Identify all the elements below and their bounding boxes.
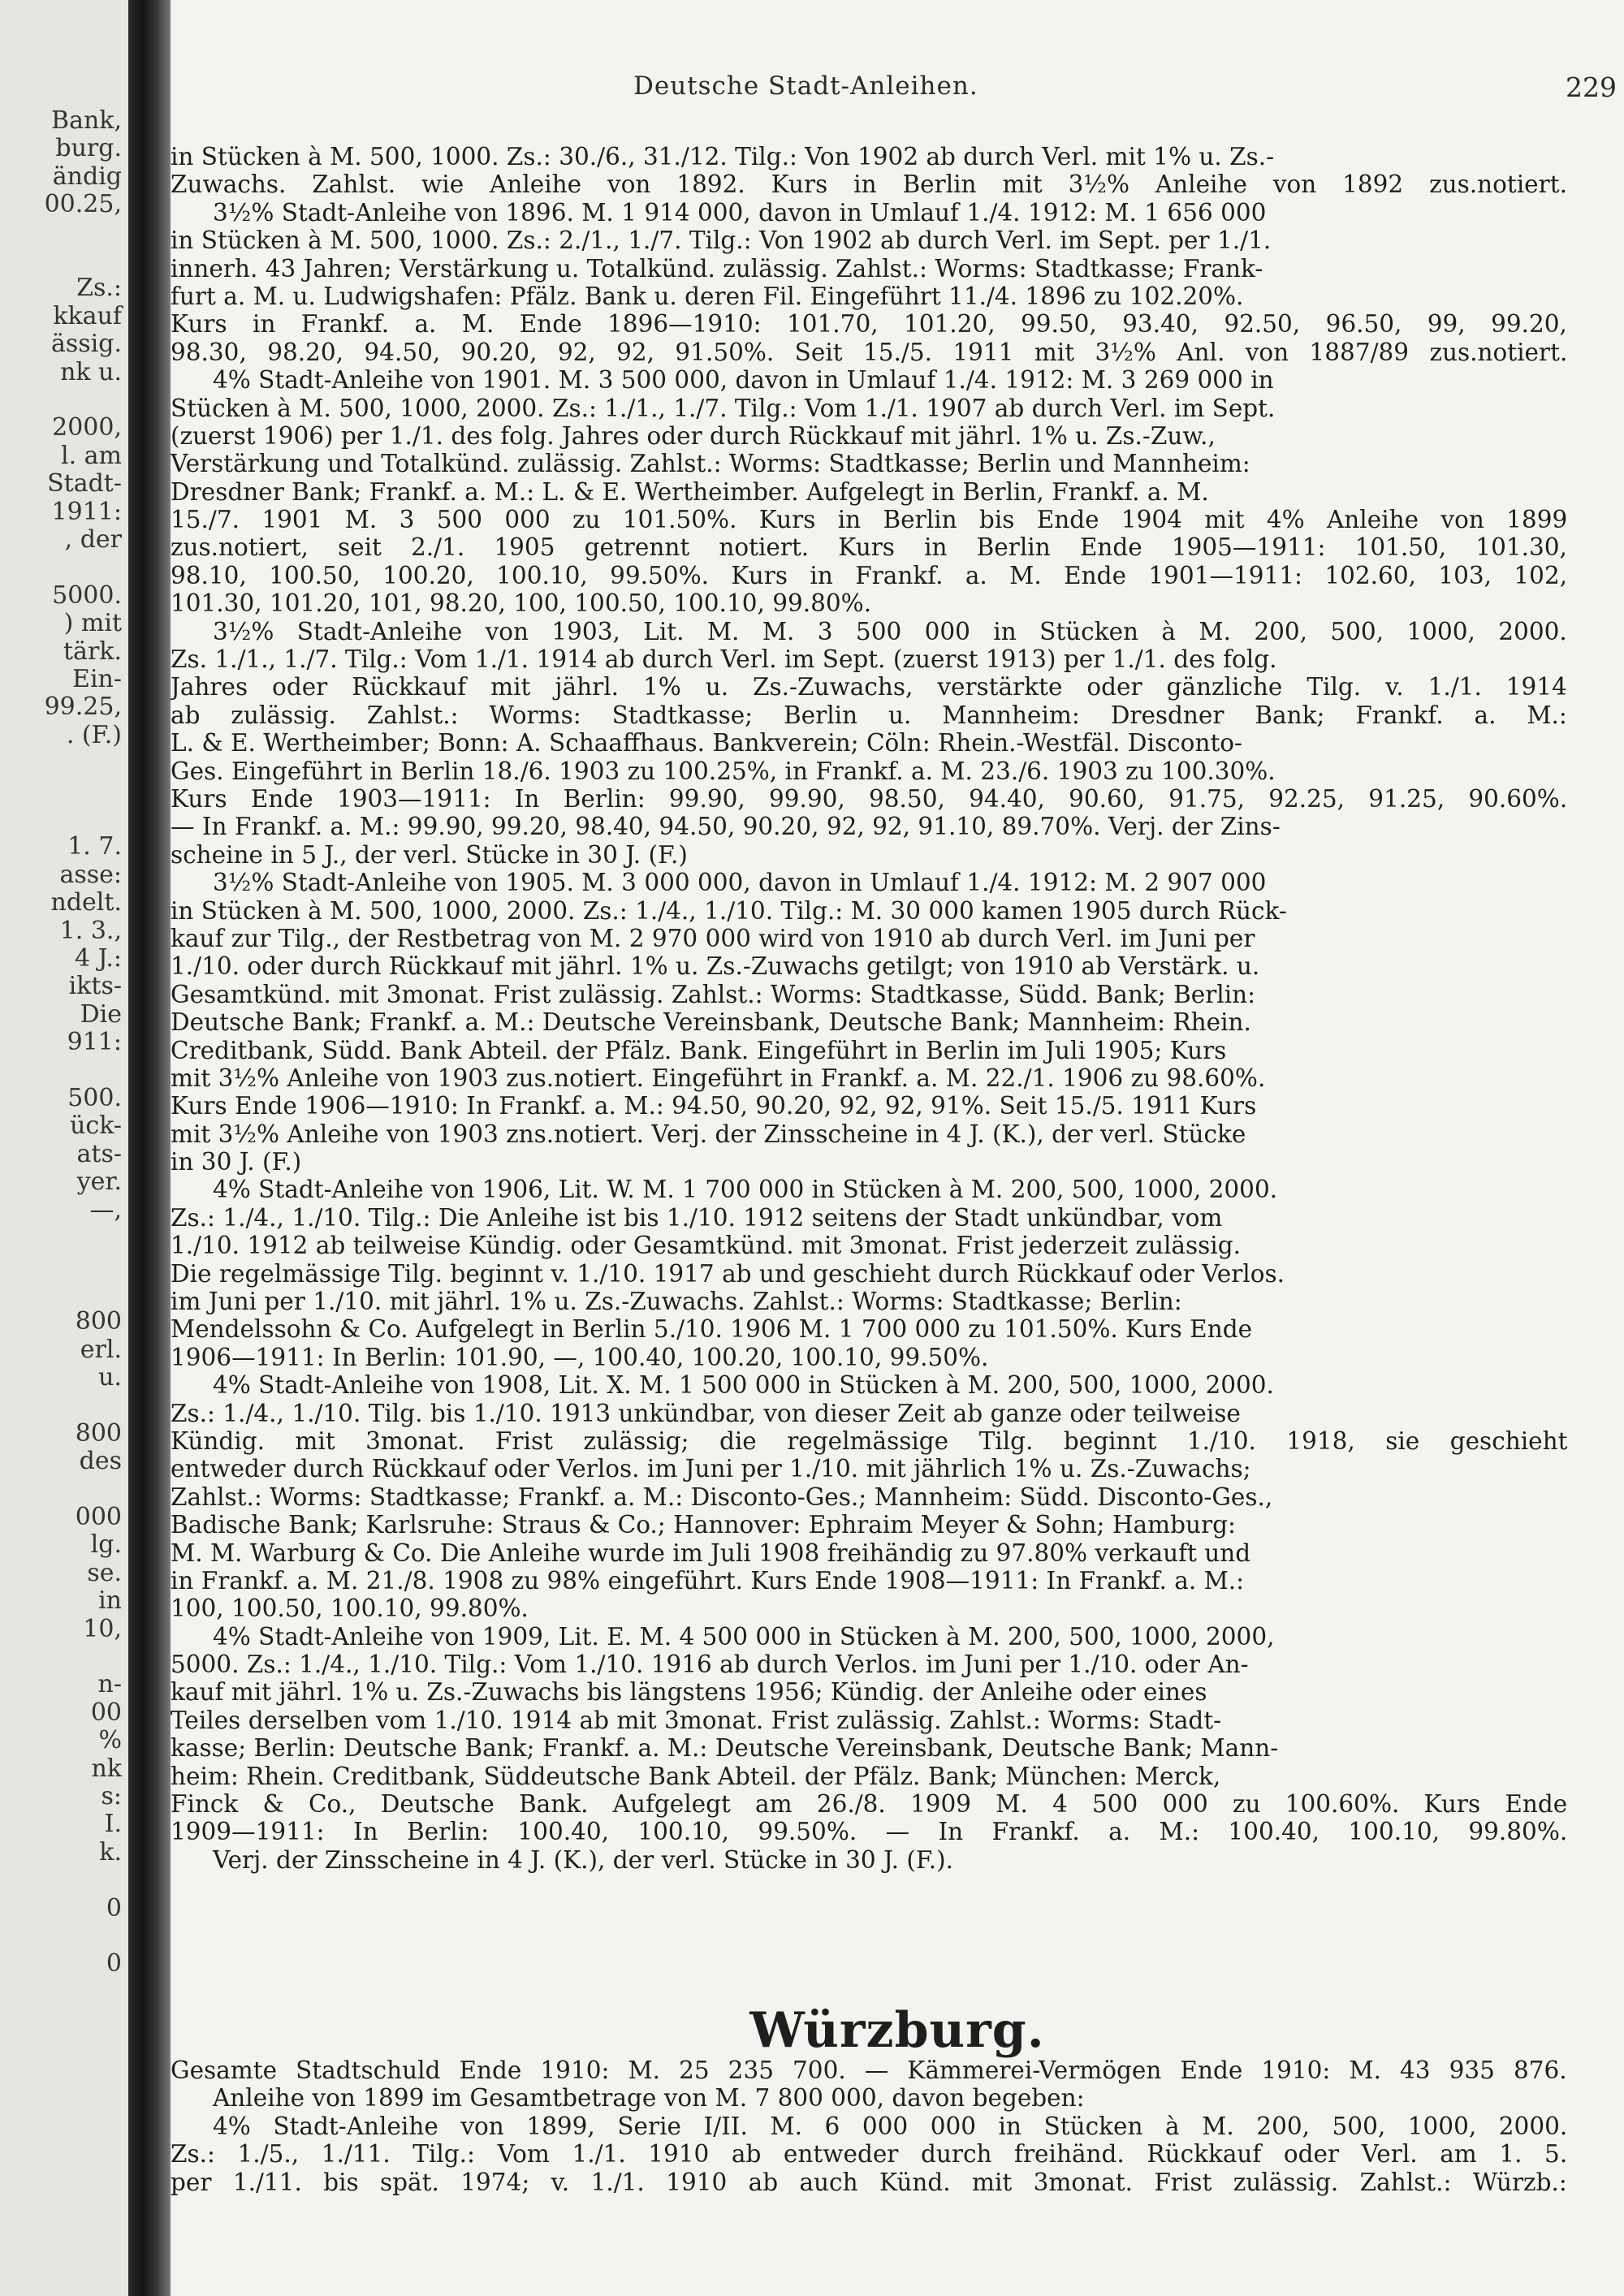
text-line-content: Zs.: 1./5., 1./11. Tilg.: Vom 1./1. 1910 ab entweder durch freihänd. Rückkauf oder Verl. am 1. 5. — [171, 2140, 1568, 2169]
text-line-content: 4% Stadt-Anleihe von 1899, Serie I/II. M. 6 000 000 in Stücken à M. 200, 500, 1000, 2000. — [213, 2112, 1568, 2140]
text-line-content: 5000. Zs.: 1./4., 1./10. Tilg.: Vom 1./10. 1916 ab durch Verlos. im Juni per 1./10. oder An- — [171, 1651, 1249, 1679]
text-line-content: heim: Rhein. Creditbank, Süddeutsche Bank Abteil. der Pfälz. Bank; München: Merck, — [171, 1762, 1221, 1790]
margin-fragment: 800 — [75, 1307, 122, 1336]
margin-fragment: nk — [91, 1754, 122, 1783]
text-line-content: 101.30, 101.20, 101, 98.20, 100, 100.50, 100.10, 99.80%. — [171, 589, 872, 618]
text-line — [171, 1595, 1600, 1622]
margin-fragment: tärk. — [63, 637, 122, 666]
text-line — [171, 618, 1624, 645]
text-line-content: Kurs Ende 1903—1911: In Berlin: 99.90, 99.90, 98.50, 94.40, 90.60, 91.75, 92.25, 91.25, 90.60%. — [171, 784, 1568, 813]
text-line — [171, 1790, 1600, 1818]
margin-fragment: ) mit — [63, 609, 122, 638]
text-line — [171, 1288, 1600, 1315]
margin-fragment: , der — [64, 525, 122, 554]
text-line — [171, 1623, 1624, 1651]
text-line — [171, 366, 1624, 394]
text-line — [171, 952, 1600, 980]
text-line — [171, 1120, 1600, 1148]
text-line-content: 4% Stadt-Anleihe von 1908, Lit. X. M. 1 500 000 in Stücken à M. 200, 500, 1000, 2000. — [213, 1371, 1274, 1400]
margin-fragment: ück- — [70, 1111, 122, 1141]
text-line — [171, 339, 1600, 366]
text-line-content: 98.10, 100.50, 100.20, 100.10, 99.50%. Kurs in Frankf. a. M. Ende 1901—1911: 102.60, 103, 102, — [171, 561, 1568, 589]
text-line-content: mit 3½% Anleihe von 1903 zus.notiert. Eingeführt in Frankf. a. M. 22./1. 1906 zu 98.60%. — [171, 1064, 1266, 1092]
text-line — [171, 1371, 1624, 1399]
text-line-content: Gesamtkünd. mit 3monat. Frist zulässig. Zahlst.: Worms: Stadtkasse, Südd. Bank; Berlin: — [171, 980, 1256, 1008]
margin-fragment: des — [79, 1447, 122, 1476]
text-line — [171, 1763, 1600, 1790]
text-line — [171, 1260, 1600, 1288]
text-line-content: Zuwachs. Zahlst. wie Anleihe von 1892. Kurs in Berlin mit 3½% Anleihe von 1892 zus.notiert. — [171, 170, 1567, 199]
text-line — [171, 1400, 1600, 1427]
text-line-content: entweder durch Rückkauf oder Verlos. im Juni per 1./10. mit jährlich 1% u. Zs.-Zuwachs; — [171, 1455, 1251, 1483]
margin-fragment: 00.25, — [44, 190, 122, 219]
margin-fragment: % — [98, 1726, 122, 1755]
text-line-content: Anleihe von 1899 im Gesamtbetrage von M. 7 800 000, davon begeben: — [213, 2084, 1085, 2113]
margin-fragment: ikts- — [68, 972, 122, 1001]
text-line-content: Verj. der Zinsscheine in 4 J. (K.), der verl. Stücke in 30 J. (F.). — [213, 1845, 953, 1874]
margin-fragment: I. — [104, 1810, 122, 1839]
margin-fragment: u. — [98, 1363, 122, 1392]
running-title: Deutsche Stadt-Anleihen. — [633, 71, 978, 101]
margin-fragment: Zs.: — [76, 274, 122, 303]
margin-fragment: 0 — [106, 1893, 122, 1923]
margin-fragment: Bank, — [51, 106, 122, 135]
margin-fragment: 500. — [67, 1084, 122, 1112]
text-line-content: 1./10. 1912 ab teilweise Kündig. oder Gesamtkünd. mit 3monat. Frist jederzeit zulässig. — [171, 1232, 1241, 1260]
text-line-content: Deutsche Bank; Frankf. a. M.: Deutsche Vereinsbank, Deutsche Bank; Mannheim: Rhein. — [171, 1008, 1251, 1037]
text-line-content: 1906—1911: In Berlin: 101.90, —, 100.40, 100.20, 100.10, 99.50%. — [171, 1343, 989, 1371]
margin-fragment: 0 — [106, 1949, 122, 1979]
text-line — [171, 255, 1600, 283]
text-line-content: L. & E. Wertheimber; Bonn: A. Schaaffhaus. Bankverein; Cöln: Rhein.-Westfäl. Disconto- — [171, 729, 1243, 757]
margin-fragment: ndelt. — [50, 888, 122, 917]
text-line-content: Gesamte Stadtschuld Ende 1910: M. 25 235 700. — Kämmerei-Vermögen Ende 1910: M. 43 935 876. — [171, 2056, 1567, 2084]
text-line — [171, 1707, 1600, 1734]
text-line — [171, 1539, 1600, 1567]
text-line — [171, 1344, 1600, 1371]
text-line — [171, 533, 1600, 561]
margin-fragment: 2000, — [52, 413, 122, 442]
text-line-content: mit 3½% Anleihe von 1903 zns.notiert. Verj. der Zinsscheine in 4 J. (K.), der verl. Stücke — [171, 1120, 1246, 1148]
text-line — [171, 729, 1600, 757]
text-line — [171, 450, 1600, 477]
text-line-content: 3½% Stadt-Anleihe von 1903, Lit. M. M. 3 500 000 in Stücken à M. 200, 500, 1000, 2000. — [213, 617, 1567, 645]
text-line — [171, 841, 1600, 869]
text-line — [171, 785, 1600, 813]
margin-fragment: ässig. — [50, 330, 122, 359]
margin-fragment: . (F.) — [66, 720, 122, 749]
text-line — [171, 1176, 1624, 1203]
bond-listings-text — [171, 143, 1624, 1874]
text-line-content: in Frankf. a. M. 21./8. 1908 zu 98% eingeführt. Kurs Ende 1908—1911: In Frankf. a. M.: — [171, 1566, 1245, 1595]
margin-fragment: Stadt- — [47, 469, 122, 498]
text-line — [171, 1037, 1600, 1064]
text-line-content: 4% Stadt-Anleihe von 1909, Lit. E. M. 4 500 000 in Stücken à M. 200, 500, 1000, 2000, — [213, 1622, 1275, 1651]
margin-fragment: kkauf — [53, 301, 122, 330]
text-line — [171, 673, 1600, 701]
text-line-content: Finck & Co., Deutsche Bank. Aufgelegt am 26./8. 1909 M. 4 500 000 zu 100.60%. Kurs Ende — [171, 1790, 1568, 1819]
margin-fragment: asse: — [59, 860, 122, 889]
text-line — [171, 2113, 1624, 2140]
margin-fragment: 1. 7. — [67, 832, 122, 861]
text-line — [171, 869, 1624, 896]
margin-fragment: 5000. — [52, 580, 122, 610]
text-line — [171, 2140, 1600, 2168]
text-line-content: 1909—1911: In Berlin: 100.40, 100.10, 99.50%. — In Frankf. a. M.: 100.40, 100.10, 99.80%. — [171, 1818, 1568, 1846]
text-line-content: in 30 J. (F.) — [171, 1148, 302, 1176]
margin-fragment: 99.25, — [44, 693, 122, 722]
text-line-content: Zs.: 1./4., 1./10. Tilg.: Die Anleihe ist bis 1./10. 1912 seitens der Stadt unkündbar, vom — [171, 1203, 1223, 1232]
page-number: 229 — [1566, 71, 1617, 103]
margin-fragment: 1911: — [51, 497, 122, 526]
text-line — [171, 1511, 1600, 1539]
book-page — [171, 0, 1624, 2296]
text-line-content: 100, 100.50, 100.10, 99.80%. — [171, 1595, 529, 1623]
text-line-content: (zuerst 1906) per 1./1. des folg. Jahres oder durch Rückkauf mit jährl. 1% u. Zs.-Zuw., — [171, 421, 1216, 450]
text-line — [171, 199, 1624, 227]
margin-fragment: l. am — [61, 441, 122, 470]
text-line — [171, 925, 1600, 952]
margin-fragment: in — [98, 1586, 122, 1616]
margin-fragment: k. — [99, 1837, 122, 1867]
text-line — [171, 1315, 1600, 1343]
text-line — [171, 2084, 1624, 2112]
margin-fragment: yer. — [76, 1167, 122, 1197]
text-line — [171, 1204, 1600, 1232]
text-line — [171, 1678, 1600, 1706]
text-line-content: per 1./11. bis spät. 1974; v. 1./1. 1910 ab auch Künd. mit 3monat. Frist zulässig. Zahlst.: Würzb.: — [171, 2168, 1567, 2196]
text-line — [171, 1567, 1600, 1595]
text-line-content: kauf zur Tilg., der Restbetrag von M. 2 970 000 wird von 1910 ab durch Verl. im Juni per — [171, 924, 1255, 952]
text-line-content: 15./7. 1901 M. 3 500 000 zu 101.50%. Kurs in Berlin bis Ende 1904 mit 4% Anleihe von 1899 — [171, 506, 1568, 534]
text-line-content: Kurs Ende 1906—1910: In Frankf. a. M.: 94.50, 90.20, 92, 92, 91%. Seit 15./5. 1911 Kurs — [171, 1092, 1257, 1120]
text-line-content: 98.30, 98.20, 94.50, 90.20, 92, 92, 91.50%. Seit 15./5. 1911 mit 3½% Anl. von 1887/89 zus.notiert. — [171, 338, 1568, 366]
margin-fragment: ändig — [52, 162, 122, 191]
margin-fragment: —, — [89, 1195, 122, 1224]
text-line-content: Zs. 1./1., 1./7. Tilg.: Vom 1./1. 1914 ab durch Verl. im Sept. (zuerst 1913) per 1./1. des folg. — [171, 645, 1277, 674]
text-line-content: im Juni per 1./10. mit jährl. 1% u. Zs.-Zuwachs. Zahlst.: Worms: Stadtkasse; Berlin: — [171, 1288, 1182, 1316]
text-line — [171, 1008, 1600, 1036]
text-line — [171, 1846, 1624, 1874]
text-line — [171, 143, 1600, 170]
margin-fragment: 00 — [90, 1698, 122, 1727]
text-line-content: ab zulässig. Zahlst.: Worms: Stadtkasse; Berlin u. Mannheim: Dresdner Bank; Frankf. a. M.: — [171, 701, 1567, 729]
text-line — [171, 1064, 1600, 1092]
text-line — [171, 1483, 1600, 1511]
text-line-content: kauf mit jährl. 1% u. Zs.-Zuwachs bis längstens 1956; Kündig. der Anleihe oder eines — [171, 1678, 1207, 1707]
text-line — [171, 283, 1600, 310]
text-line — [171, 701, 1600, 729]
text-line — [171, 1651, 1600, 1678]
text-line-content: zus.notiert, seit 2./1. 1905 getrennt notiert. Kurs in Berlin Ende 1905—1911: 101.50, 101.30, — [171, 533, 1567, 562]
text-line — [171, 2056, 1600, 2084]
text-line — [171, 1092, 1600, 1120]
text-line — [171, 1232, 1600, 1259]
text-line — [171, 1734, 1600, 1762]
margin-fragment: Ein- — [72, 665, 122, 693]
text-line — [171, 813, 1600, 840]
margin-fragment: erl. — [80, 1335, 122, 1364]
text-line-content: 1./10. oder durch Rückkauf mit jährl. 1% u. Zs.-Zuwachs getilgt; von 1910 ab Verstärk. u. — [171, 952, 1260, 981]
text-line — [171, 2169, 1600, 2196]
text-line — [171, 395, 1600, 422]
text-line-content: Zahlst.: Worms: Stadtkasse; Frankf. a. M.: Disconto-Ges.; Mannheim: Südd. Disconto-Ges., — [171, 1482, 1273, 1511]
text-line — [171, 1818, 1600, 1845]
text-line-content: M. M. Warburg & Co. Die Anleihe wurde im Juli 1908 freihändig zu 97.80% verkauft und — [171, 1539, 1251, 1567]
margin-fragment: se. — [87, 1558, 122, 1587]
text-line — [171, 1427, 1600, 1455]
text-line-content: Dresdner Bank; Frankf. a. M.: L. & E. Wertheimber. Aufgelegt in Berlin, Frankf. a. M. — [171, 477, 1209, 506]
text-line-content: in Stücken à M. 500, 1000, 2000. Zs.: 1./4., 1./10. Tilg.: M. 30 000 kamen 1905 durch Rück- — [171, 896, 1287, 925]
text-line — [171, 1455, 1600, 1482]
text-line — [171, 227, 1600, 254]
margin-fragment: burg. — [55, 134, 122, 163]
text-line — [171, 422, 1600, 450]
text-line-content: Mendelssohn & Co. Aufgelegt in Berlin 5./10. 1906 M. 1 700 000 zu 101.50%. Kurs Ende — [171, 1315, 1253, 1344]
text-line-content: Jahres oder Rückkauf mit jährl. 1% u. Zs.-Zuwachs, verstärkte oder gänzliche Tilg. v. 1./1. 1914 — [171, 673, 1567, 701]
text-line — [171, 310, 1600, 338]
text-line-content: 4% Stadt-Anleihe von 1906, Lit. W. M. 1 700 000 in Stücken à M. 200, 500, 1000, 2000. — [213, 1176, 1278, 1204]
text-line-content: innerh. 43 Jahren; Verstärkung u. Totalkünd. zulässig. Zahlst.: Worms: Stadtkasse; Frank- — [171, 254, 1263, 283]
text-line — [171, 562, 1600, 589]
text-line-content: 3½% Stadt-Anleihe von 1905. M. 3 000 000, davon in Umlauf 1./4. 1912: M. 2 907 000 — [213, 869, 1267, 897]
text-line-content: Zs.: 1./4., 1./10. Tilg. bis 1./10. 1913 unkündbar, von dieser Zeit ab ganze oder teilweise — [171, 1399, 1241, 1427]
margin-fragment: 10, — [83, 1614, 122, 1643]
text-line — [171, 478, 1600, 506]
text-line-content: in Stücken à M. 500, 1000. Zs.: 2./1., 1./7. Tilg.: Von 1902 ab durch Verl. im Sept. per 1./1. — [171, 227, 1272, 255]
text-line — [171, 981, 1600, 1008]
text-line-content: Verstärkung und Totalkünd. zulässig. Zahlst.: Worms: Stadtkasse; Berlin und Mannheim: — [171, 450, 1250, 478]
text-line-content: Creditbank, Südd. Bank Abteil. der Pfälz. Bank. Eingeführt in Berlin im Juli 1905; Kurs — [171, 1036, 1227, 1064]
margin-fragment: lg. — [90, 1530, 122, 1560]
margin-fragment: n- — [97, 1670, 122, 1699]
text-line-content: Kurs in Frankf. a. M. Ende 1896—1910: 101.70, 101.20, 99.50, 93.40, 92.50, 96.50, 99, 99.20, — [171, 310, 1567, 339]
text-line — [171, 170, 1600, 198]
text-line-content: Ges. Eingeführt in Berlin 18./6. 1903 zu 100.25%, in Frankf. a. M. 23./6. 1903 zu 100.30%. — [171, 757, 1276, 785]
book-spine — [128, 0, 171, 2296]
city-heading-wuerzburg: Würzburg. — [749, 2002, 1045, 2059]
margin-fragment: nk u. — [60, 357, 122, 386]
text-line-content: — In Frankf. a. M.: 99.90, 99.20, 98.40, 94.50, 90.20, 92, 92, 91.10, 89.70%. Verj. der Zins- — [171, 813, 1281, 841]
text-line-content: furt a. M. u. Ludwigshafen: Pfälz. Bank u. deren Fil. Eingeführt 11./4. 1896 zu 102.20%. — [171, 282, 1244, 310]
text-line — [171, 645, 1600, 673]
text-line — [171, 757, 1600, 785]
text-line-content: 4% Stadt-Anleihe von 1901. M. 3 500 000, davon in Umlauf 1./4. 1912: M. 3 269 000 in — [213, 366, 1274, 395]
margin-fragment: 800 — [75, 1418, 122, 1448]
left-page-margin-fragment — [0, 0, 128, 2296]
margin-fragment: ats- — [76, 1139, 122, 1168]
margin-fragment: s: — [101, 1782, 122, 1810]
text-line — [171, 897, 1600, 925]
margin-fragment: 4 J.: — [75, 944, 122, 973]
text-line — [171, 506, 1600, 533]
text-line-content: Stücken à M. 500, 1000, 2000. Zs.: 1./1., 1./7. Tilg.: Vom 1./1. 1907 ab durch Verl. im Sept. — [171, 394, 1276, 422]
text-line-content: 3½% Stadt-Anleihe von 1896. M. 1 914 000, davon in Umlauf 1./4. 1912: M. 1 656 000 — [213, 198, 1267, 227]
text-line-content: Die regelmässige Tilg. beginnt v. 1./10. 1917 ab und geschieht durch Rückkauf oder Verlos. — [171, 1259, 1285, 1288]
text-line-content: Teiles derselben vom 1./10. 1914 ab mit 3monat. Frist zulässig. Zahlst.: Worms: Stadt- — [171, 1706, 1222, 1734]
margin-fragment: 911: — [67, 1028, 122, 1057]
text-line-content: Badische Bank; Karlsruhe: Straus & Co.; Hannover: Ephraim Meyer & Sohn; Hamburg: — [171, 1511, 1236, 1539]
text-line — [171, 589, 1600, 617]
wuerzburg-bond-listings-text — [171, 2056, 1624, 2196]
text-line-content: in Stücken à M. 500, 1000. Zs.: 30./6., 31./12. Tilg.: Von 1902 ab durch Verl. mit 1% u. Zs.- — [171, 143, 1275, 170]
text-line-content: Kündig. mit 3monat. Frist zulässig; die regelmässige Tilg. beginnt 1./10. 1918, sie geschieht — [171, 1426, 1568, 1455]
margin-fragment: 000 — [75, 1503, 122, 1531]
margin-fragment: 1. 3., — [59, 916, 122, 945]
text-line-content: scheine in 5 J., der verl. Stücke in 30 J. (F.) — [171, 840, 688, 869]
margin-fragment: Die — [80, 999, 122, 1029]
text-line — [171, 1148, 1600, 1176]
text-line-content: kasse; Berlin: Deutsche Bank; Frankf. a. M.: Deutsche Vereinsbank, Deutsche Bank; Mann- — [171, 1734, 1279, 1763]
